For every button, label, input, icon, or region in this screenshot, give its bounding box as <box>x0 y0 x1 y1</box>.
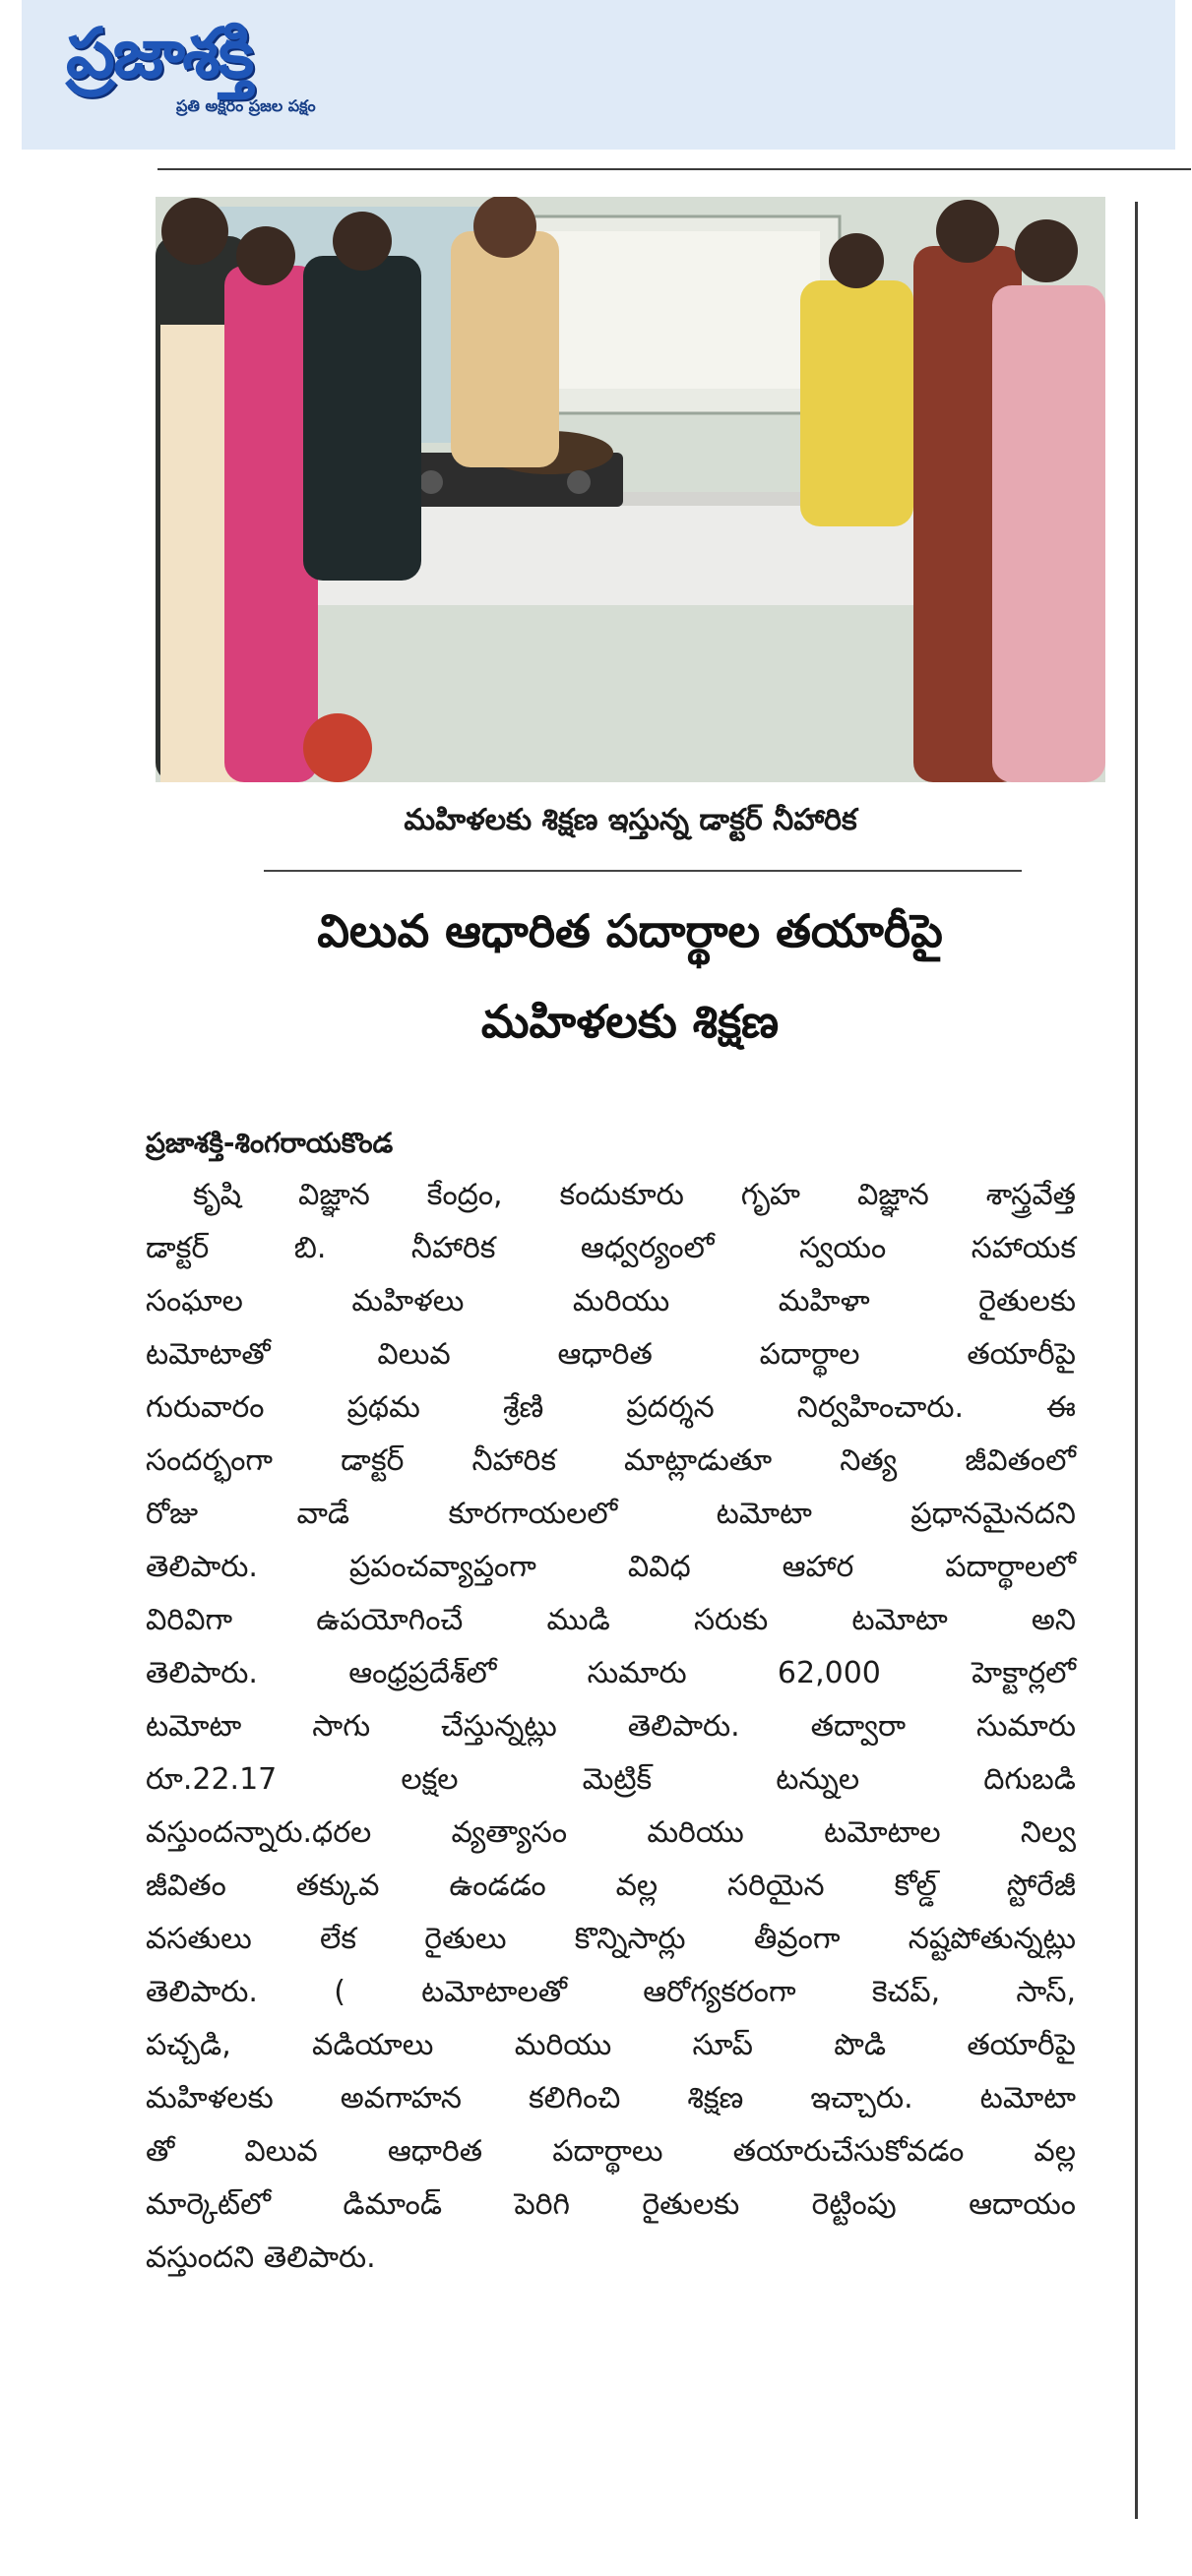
body-line: మార్కెట్‌లో డిమాండ్ పెరిగి రైతులకు రెట్టింపు ఆదాయం <box>146 2187 1076 2222</box>
body-line: గురువారం ప్రథమ శ్రేణి ప్రదర్శన నిర్వహించారు. ఈ <box>146 1390 1076 1425</box>
caption-divider <box>264 870 1022 872</box>
column-divider <box>1135 202 1138 2519</box>
body-line: వస్తుందన్నారు.ధరల వ్యత్యాసం మరియు టమోటాల నిల్వ <box>146 1815 1076 1850</box>
body-line: రూ.22.17 లక్షల మెట్రిక్ టన్నుల దిగుబడి <box>146 1762 1076 1797</box>
body-line: తెలిపారు. ప్రపంచవ్యాప్తంగా వివిధ ఆహార పదార్థాలలో <box>146 1550 1076 1584</box>
body-line: తో విలువ ఆధారిత పదార్థాలు తయారుచేసుకోవడం వల్ల <box>146 2134 1076 2169</box>
body-line: పచ్చడి, వడియాలు మరియు సూప్ పొడి తయారీపై <box>146 2028 1076 2062</box>
body-line: వస్తుందని తెలిపారు. <box>146 2240 376 2275</box>
body-line: విరివిగా ఉపయోగించే ముడి సరుకు టమోటా అని <box>146 1603 1076 1637</box>
training-photo-illustration <box>156 197 1105 782</box>
newspaper-logo[interactable] <box>66 10 479 128</box>
headline-line-1: విలువ ఆధారిత పదార్థాల తయారీపై <box>317 904 943 957</box>
body-line: జీవితం తక్కువ ఉండడం వల్ల సరియైన కోల్డ్ స్టోరేజీ <box>146 1869 1076 1903</box>
article-headline <box>138 886 1122 1067</box>
logo-title: ప్రజాశక్తి <box>66 13 253 93</box>
body-line: డాక్టర్ బి. నీహారిక ఆధ్వర్యంలో స్వయం సహాయక <box>146 1231 1076 1265</box>
body-line: తెలిపారు. ఆంధ్రప్రదేశ్‌లో సుమారు 62,000 హెక్టార్లలో <box>146 1656 1076 1690</box>
top-divider <box>157 168 1191 170</box>
body-line: టమోటా సాగు చేస్తున్నట్లు తెలిపారు. తద్వారా సుమారు <box>146 1709 1076 1744</box>
body-line: రోజు వాడే కూరగాయలలో టమోటా ప్రధానమైనదని <box>146 1497 1076 1531</box>
body-line: వసతులు లేక రైతులు కొన్నిసార్లు తీవ్రంగా నష్టపోతున్నట్లు <box>146 1922 1076 1956</box>
photo-caption: మహిళలకు శిక్షణ ఇస్తున్న డాక్టర్ నీహారిక <box>404 803 857 837</box>
body-line: మహిళలకు అవగాహన కలిగించి శిక్షణ ఇచ్చారు. టమోటా <box>146 2081 1076 2116</box>
article-byline: ప్రజాశక్తి-శింగరాయకొండ <box>146 1127 394 1159</box>
article-photo <box>156 197 1105 782</box>
body-line: కృషి విజ్ఞాన కేంద్రం, కందుకూరు గృహ విజ్ఞాన శాస్త్రవేత్త <box>193 1178 1076 1212</box>
logo-tagline: ప్రతి అక్షరం ప్రజల పక్షం <box>176 96 316 115</box>
body-line: తెలిపారు. ( టమోటాలతో ఆరోగ్యకరంగా కెచప్, సాస్, <box>146 1975 1076 2009</box>
body-line: సంఘాల మహిళలు మరియు మహిళా రైతులకు <box>146 1284 1076 1319</box>
body-line: టమోటాతో విలువ ఆధారిత పదార్థాల తయారీపై <box>146 1337 1076 1372</box>
headline-line-2: మహిళలకు శిక్షణ <box>480 995 780 1048</box>
masthead <box>22 0 1175 150</box>
article-body <box>146 1169 1076 2285</box>
body-line: సందర్భంగా డాక్టర్ నీహారిక మాట్లాడుతూ నిత్య జీవితంలో <box>146 1443 1076 1478</box>
